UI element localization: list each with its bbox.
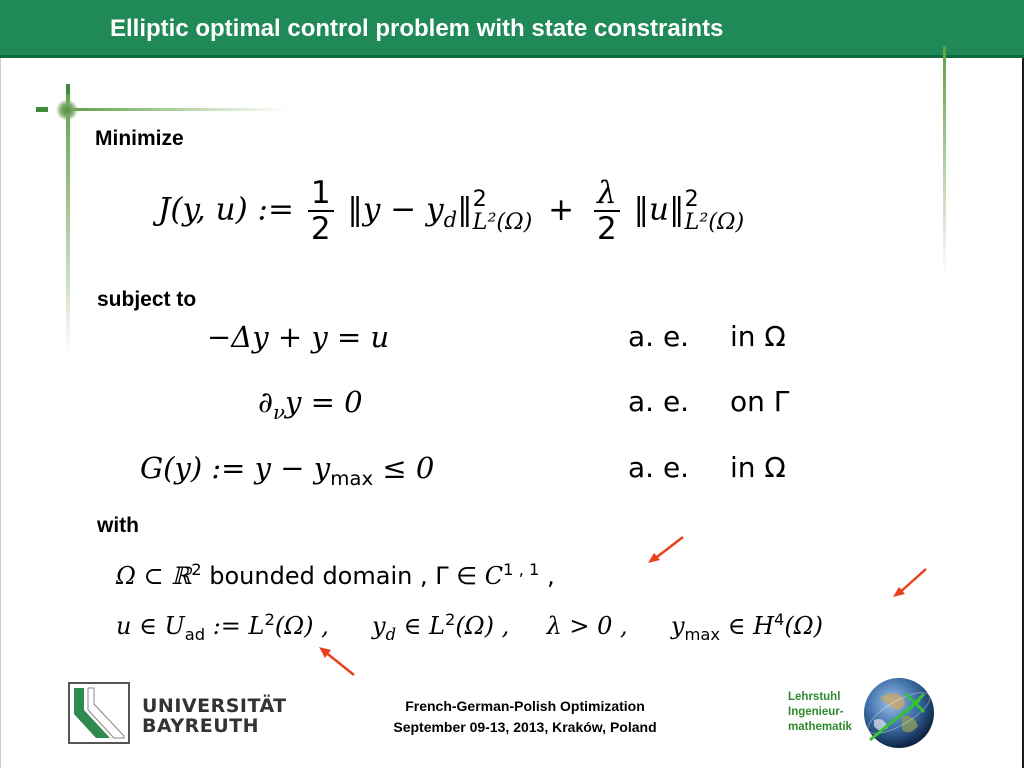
constraint-state: G(y) := $y - y_{max} \le 0$ [140, 451, 435, 490]
chair-name: Lehrstuhl Ingenieur- mathematik [788, 691, 852, 733]
globe-icon [862, 676, 936, 750]
decorative-horizontal-line [70, 108, 290, 111]
conference-info: French-German-Polish Optimization September 09-13, 2013, Kraków, Poland [393, 698, 657, 735]
condition-domain: Ω ⊂ ℝ$^2$ bounded domain , Γ ∈ C$^{1 , 1}$ , [116, 560, 555, 590]
objective-norm-y: ‖y − y [347, 191, 444, 228]
constraint-boundary-qualifier: a. e. [628, 385, 690, 418]
objective-functional: J(y, u) := $\frac{1}{2}$ ‖y − $y_d‖$ 2 L²(Ω) + $\frac{\lambda}{2}$ ‖u‖ 2 L²(Ω) [158, 175, 745, 248]
constraint-boundary: $\partial_\nu y = 0$ [258, 385, 363, 424]
constraint-boundary-domain: on Γ [730, 385, 790, 418]
constraint-pde-domain: in Ω [730, 320, 786, 353]
minimize-label: Minimize [95, 127, 184, 150]
subject-to-label: subject to [97, 288, 197, 311]
decorative-right-vertical-line [943, 46, 946, 276]
slide-title: Elliptic optimal control problem with state constraints [110, 15, 724, 42]
with-label: with [97, 514, 139, 537]
objective-fraction-half: $\frac{1}{2}$ [308, 176, 334, 246]
frame-left-border [0, 58, 1, 768]
decorative-dash-top [66, 84, 70, 94]
decorative-vertical-line [66, 84, 70, 354]
objective-norm-index-2: 2 L²(Ω) [684, 185, 745, 236]
decorative-dash [36, 107, 48, 112]
university-name: UNIVERSITÄT BAYREUTH [142, 695, 287, 737]
objective-lhs: J(y, u) := [158, 191, 294, 228]
constraint-pde-qualifier: a. e. [628, 320, 690, 353]
constraint-pde: −Δy + y = u [207, 320, 390, 354]
constraint-state-qualifier: a. e. [628, 451, 690, 484]
university-logo-icon [70, 684, 128, 742]
red-arrow-icon [645, 534, 687, 566]
red-arrow-icon [890, 566, 930, 600]
title-bar [0, 0, 1024, 58]
university-logo [68, 682, 130, 744]
objective-norm-u: ‖u‖ [633, 191, 685, 228]
condition-spaces: u ∈ $U_{ad}$ := $L^2(\Omega)$ , $y_d$ ∈ $L^2(\Omega)$ , λ > 0 , $y_{max}$ ∈ $H^4(\Omega)$ [116, 610, 824, 644]
red-arrow-icon [316, 644, 358, 678]
objective-plus: + [548, 191, 575, 228]
objective-norm-index-1: 2 L²(Ω) [472, 185, 533, 236]
constraint-state-domain: in Ω [730, 451, 786, 484]
decorative-glow-dot [56, 100, 78, 120]
objective-fraction-lambda: $\frac{\lambda}{2}$ [594, 176, 620, 246]
